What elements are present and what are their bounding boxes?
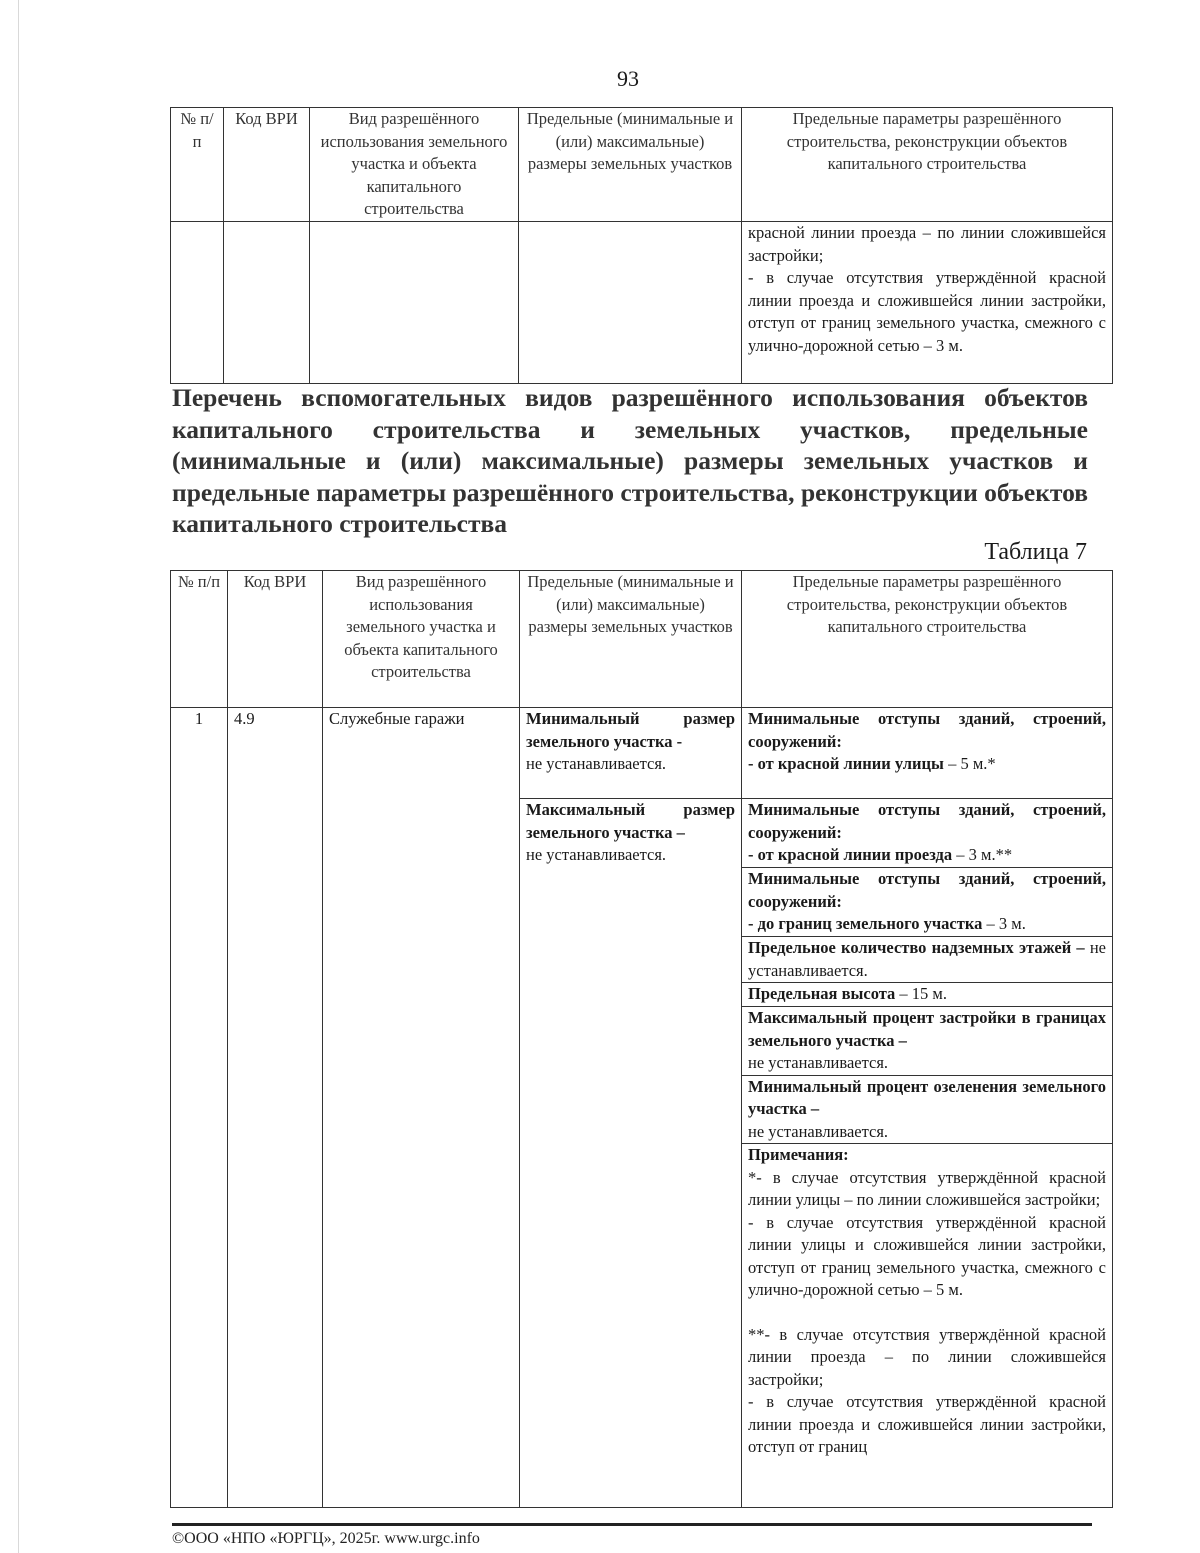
note-line: *- в случае отсутствия утверждённой красной линии улицы – по линии сложившейся застройки; (748, 1167, 1106, 1209)
header-params: Предельные параметры разрешённого строительства, реконструкции объектов капитального строительства (742, 571, 1113, 708)
min-size-cell (520, 708, 742, 799)
header-sizes: Предельные (минимальные и (или) максимальные) размеры земельных участков (519, 108, 742, 222)
continuation-line: - в случае отсутствия утверждённой красной линии проезда и сложившейся линии застройки, отступ от границ земельного участка, смежного с улично-дорожной сетью – 3 м. (748, 268, 1106, 355)
note-line: **- в случае отсутствия утверждённой красной линии проезда – по линии сложившейся застройки; (748, 1324, 1106, 1389)
row-name: Служебные гаражи (323, 708, 520, 1508)
param-value: не устанавливается. (748, 1121, 889, 1141)
param-cell (742, 1007, 1113, 1076)
section-heading: Перечень вспомогательных видов разрешённого использования объектов капитального строительства и земельных участков, предельные (минимальные и (или) максимальные) размеры земельных участков и предельные параметры разрешённого строительства, реконструкции объектов капитального строительства (172, 383, 1088, 538)
param-label: Минимальные отступы зданий, строений, сооружений: (748, 869, 1106, 911)
notes-title: Примечания: (748, 1145, 849, 1164)
header-code: Код ВРИ (228, 571, 323, 708)
header-params: Предельные параметры разрешённого строительства, реконструкции объектов капитального строительства (742, 108, 1113, 222)
empty-cell (519, 222, 742, 384)
continuation-line: красной линии проезда – по линии сложившейся застройки; (748, 223, 1106, 265)
footer-rule (172, 1523, 1092, 1526)
max-size-cell (520, 799, 742, 1508)
param-value: – 3 м. (982, 914, 1026, 933)
param-sublabel: - от красной линии проезда (748, 845, 953, 864)
row-code: 4.9 (228, 708, 323, 1508)
note-line: - в случае отсутствия утверждённой красной линии проезда и сложившейся линии застройки, отступ от границ (748, 1392, 1106, 1456)
param-value: не устанавливается. (748, 938, 1106, 980)
param-label: Минимальные отступы зданий, строений, сооружений: (748, 709, 1106, 751)
param-cell (742, 799, 1113, 868)
param-sublabel: - от красной линии улицы (748, 754, 944, 773)
min-size-value: не устанавливается. (526, 754, 667, 773)
param-label: Минимальный процент озеленения земельного участка – (748, 1076, 1106, 1118)
empty-cell (310, 222, 519, 384)
header-num: № п/п (171, 108, 224, 222)
footer-text: ©ООО «НПО «ЮРГЦ», 2025г. www.urgc.info (172, 1530, 480, 1547)
max-size-label: Максимальный размер земельного участка – (526, 800, 735, 842)
param-cell (742, 708, 1113, 799)
param-value: – 5 м.* (943, 754, 996, 773)
param-cell (742, 868, 1113, 937)
empty-cell (171, 222, 224, 384)
continuation-cell (742, 222, 1113, 384)
min-size-label: Минимальный размер земельного участка - (526, 709, 735, 751)
param-value: – 3 м.** (952, 845, 1013, 864)
param-sublabel: - до границ земельного участка (748, 914, 983, 933)
param-label: Предельное количество надземных этажей – (748, 938, 1085, 957)
table-7 (170, 570, 1113, 1508)
param-value: – 15 м. (895, 984, 947, 1003)
param-value: не устанавливается. (748, 1053, 889, 1072)
empty-cell (224, 222, 310, 384)
header-num: № п/п (171, 571, 228, 708)
param-label: Минимальные отступы зданий, строений, сооружений: (748, 800, 1106, 842)
max-size-value: не устанавливается. (526, 845, 667, 864)
page-edge (18, 0, 19, 1553)
param-cell (742, 937, 1113, 983)
header-kind: Вид разрешённого использования земельного участка и объекта капитального строительства (323, 571, 520, 708)
table-caption: Таблица 7 (984, 539, 1087, 565)
param-cell (742, 1075, 1113, 1144)
header-sizes: Предельные (минимальные и (или) максимальные) размеры земельных участков (520, 571, 742, 708)
header-kind: Вид разрешённого использования земельного участка и объекта капитального строительства (310, 108, 519, 222)
param-cell (742, 983, 1113, 1007)
param-label: Предельная высота (748, 984, 896, 1003)
note-line: - в случае отсутствия утверждённой красной линии улицы и сложившейся линии застройки, отступ от границ земельного участка, смежного с улично-дорожной сетью – 5 м. (748, 1212, 1106, 1299)
page-number: 93 (617, 66, 639, 91)
row-num: 1 (171, 708, 228, 1508)
header-code: Код ВРИ (224, 108, 310, 222)
param-label: Максимальный процент застройки в границах земельного участка – (748, 1008, 1106, 1050)
top-table (170, 107, 1113, 384)
notes-cell (742, 1144, 1113, 1508)
